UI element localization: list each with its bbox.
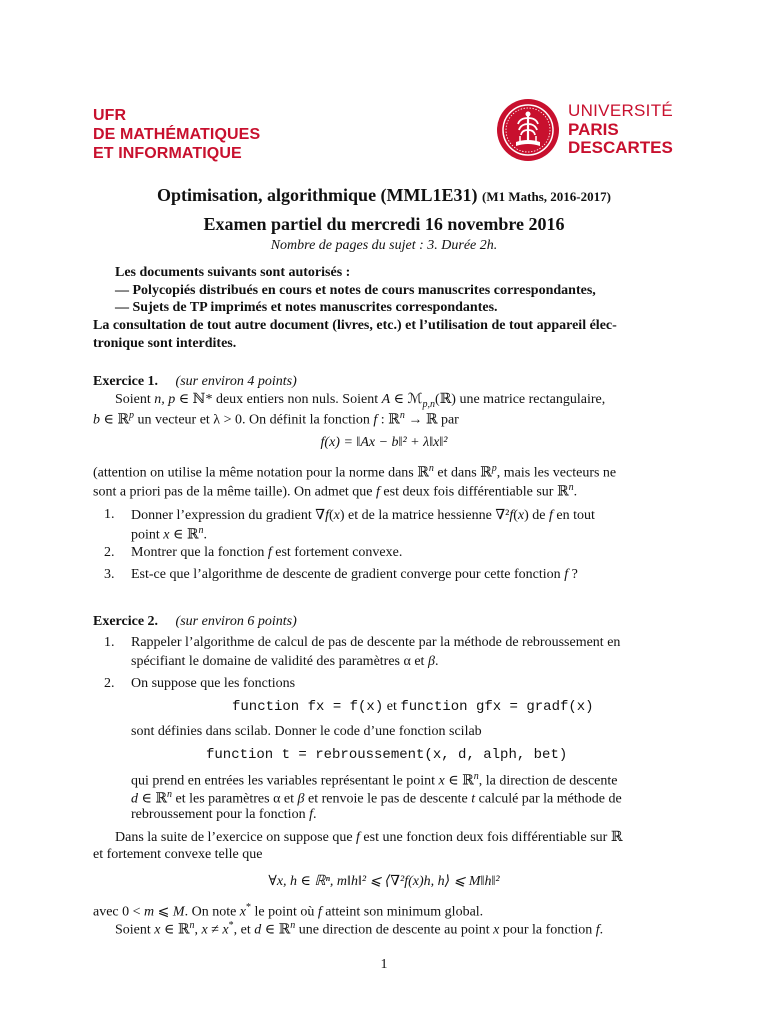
exercise-1-q3-number: 3. [104, 567, 115, 582]
exercise-2-q2-line-5: rebroussement pour la fonction f. [131, 807, 317, 822]
exercise-1-formula: f(x) = ‖Ax − b‖² + λ‖x‖² [320, 435, 448, 450]
exam-title: Examen partiel du mercredi 16 novembre 2016 [203, 214, 565, 234]
exercise-1-q2-number: 2. [104, 545, 115, 560]
exercise-2-q2-number: 2. [104, 676, 115, 691]
exercise-2-q1-number: 1. [104, 635, 115, 650]
exercise-2-statement-line-4: Soient x ∈ ℝ$^n$, x ≠ x*, et d ∈ ℝ$^n$ une direction de descente au point x pour la fonction f. [115, 920, 604, 938]
rules-line-2: — Polycopiés distribués en cours et notes de cours manuscrites correspondantes, [115, 283, 596, 298]
exercise-2-statement-line-1: Dans la suite de l’exercice on suppose que f est une fonction deux fois différentiable sur ℝ [115, 830, 623, 845]
exercise-2-statement-line-3: avec 0 < m ⩽ M. On note x* le point où f atteint son minimum global. [93, 902, 484, 920]
exercise-1-title: Exercice 1. [93, 374, 159, 389]
university-name [568, 102, 673, 158]
university-line-3: DESCARTES [568, 138, 673, 158]
exercise-1-points: (sur environ 4 points) [175, 374, 297, 389]
rules-line-3: — Sujets de TP imprimés et notes manuscrites correspondantes. [115, 300, 498, 315]
ufr-line-2: DE MATHÉMATIQUES [93, 126, 261, 143]
ufr-line-1: UFR [93, 107, 127, 124]
course-title [0, 185, 768, 206]
exercise-2-q1-line-1: Rappeler l’algorithme de calcul de pas de descente par la méthode de rebroussement en [131, 635, 621, 650]
course-meta: (M1 Maths, 2016-2017) [482, 189, 611, 204]
university-line-1: UNIVERSITÉ [568, 101, 674, 121]
exercise-1-line-1: Soient n, p ∈ ℕ* deux entiers non nuls. Soient A ∈ ℳ$_{p,n}$(ℝ) une matrice rectangulaire, [115, 392, 606, 410]
exam-subtitle: Nombre de pages du sujet : 3. Durée 2h. [270, 238, 498, 253]
exercise-2-formula: ∀x, h ∈ ℝⁿ, m‖h‖² ⩽ ⟨∇²f(x)h, h⟩ ⩽ M‖h‖² [268, 874, 500, 889]
exercise-2-heading [93, 614, 297, 630]
exercise-1-heading [93, 374, 297, 390]
exercise-2-q1-line-2: spécifiant le domaine de validité des paramètres α et β. [131, 654, 439, 669]
university-line-2: PARIS [568, 119, 619, 139]
exercise-1-line-2: b ∈ ℝ$^p$ un vecteur et λ > 0. On définit la fonction f : ℝ$^n$ → ℝ par [93, 410, 459, 428]
rules-line-1: Les documents suivants sont autorisés : [115, 265, 351, 280]
exercise-1-q1-line-2: point x ∈ ℝ$^n$. [131, 525, 207, 543]
exercise-1-note-line-2: sont a priori pas de la même taille). On admet que f est deux fois différentiable sur ℝ$^n$. [93, 482, 578, 500]
exercise-2-q2-line-3: qui prend en entrées les variables représentant le point x ∈ ℝ$^n$, la direction de descente [131, 771, 618, 789]
course-name: Optimisation, algorithmique (MML1E31) [157, 185, 478, 205]
rules-line-4: La consultation de tout autre document (livres, etc.) et l’utilisation de tout appareil élec- [93, 318, 617, 333]
exercise-2-q2-line-4: d ∈ ℝ$^n$ et les paramètres α et β et renvoie le pas de descente t calculé par la méthode de [131, 789, 622, 807]
university-logo [496, 98, 673, 162]
exercise-2-code-1: function fx = f(x) et function gfx = gradf(x) [232, 699, 594, 715]
exercise-2-code-2: function t = rebroussement(x, d, alph, bet) [206, 747, 568, 763]
exercise-1-note-line-1: (attention on utilise la même notation pour la norme dans ℝ$^n$ et dans ℝ$^p$, mais les vecteurs ne [93, 463, 617, 481]
exercise-1-q3: Est-ce que l’algorithme de descente de gradient converge pour cette fonction f ? [131, 567, 578, 582]
university-seal-icon [496, 98, 560, 162]
exercise-2-title: Exercice 2. [93, 614, 159, 629]
exercise-2-q2-line-2: sont définies dans scilab. Donner le code d’une fonction scilab [131, 724, 482, 739]
exercise-2-q2-line-1: On suppose que les fonctions [131, 676, 296, 691]
rules-line-5: tronique sont interdites. [93, 336, 237, 351]
exercise-1-q1-number: 1. [104, 507, 115, 522]
page-number: 1 [380, 957, 388, 972]
exercise-1-q2: Montrer que la fonction f est fortement convexe. [131, 545, 403, 560]
exercise-2-points: (sur environ 6 points) [175, 614, 297, 629]
exercise-2-statement-line-2: et fortement convexe telle que [93, 847, 263, 862]
exercise-1-q1-line-1: Donner l’expression du gradient ∇f(x) et de la matrice hessienne ∇²f(x) de f en tout [131, 508, 595, 523]
ufr-logo [93, 106, 260, 163]
ufr-line-3: ET INFORMATIQUE [93, 145, 242, 162]
